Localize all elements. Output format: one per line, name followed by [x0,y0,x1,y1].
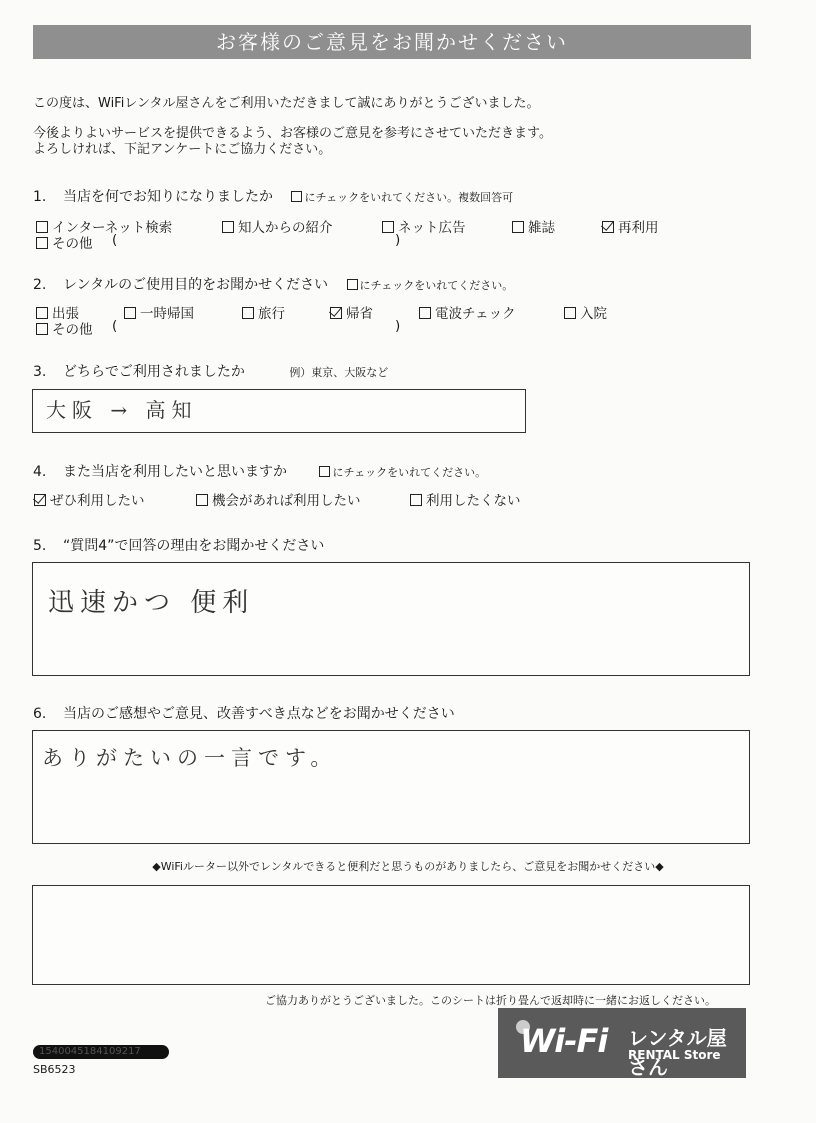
intro-line-2: 今後よりよいサービスを提供できるよう、お客様のご意見を参考にさせていただきます。 [33,126,552,141]
q2-option-temporary-return[interactable] [124,302,194,322]
option-label: 電波チェック [435,306,516,322]
question-4-hint-text: にチェックをいれてください。 [332,466,487,479]
question-4 [33,461,486,481]
q2-option-homecoming[interactable] [330,302,373,322]
close-paren: ) [395,318,401,334]
question-3-text: どちらでご利用されましたか [63,364,245,380]
checkbox[interactable] [242,307,254,319]
option-label: 帰省 [346,306,373,322]
question-4-hint [319,466,486,479]
form-code: SB6523 [33,1063,76,1076]
checkbox-checked[interactable] [330,307,342,319]
q4-option-no[interactable] [410,489,521,509]
checkbox[interactable] [419,307,431,319]
option-label: 利用したくない [426,493,521,509]
question-4-text: また当店を利用したいと思いますか [63,464,287,480]
q2-option-hospital[interactable] [564,302,607,322]
q4-option-if-chance[interactable] [196,489,361,509]
question-4-number: 4. [33,464,47,480]
question-1-hint [291,191,513,204]
q4-option-definitely[interactable] [34,489,145,509]
option-label: 旅行 [258,306,285,322]
footer-note: ご協力ありがとうございました。このシートは折り畳んで返却時に一緒にお返しください。 [265,994,716,1007]
checkbox[interactable] [382,221,394,233]
question-6 [33,703,455,723]
checkbox[interactable] [564,307,576,319]
checkbox-icon [291,191,302,202]
q2-option-travel[interactable] [242,302,285,322]
q5-answer-field[interactable] [32,562,750,676]
q6-handwritten-answer: ありがたいの一言です。 [42,746,338,770]
option-label: ネット広告 [398,220,466,236]
option-label: 雑誌 [528,220,555,236]
form-title: お客様のご意見をお聞かせください [33,25,751,59]
q2-option-other[interactable] [36,318,93,338]
checkbox[interactable] [222,221,234,233]
checkbox[interactable] [512,221,524,233]
question-6-number: 6. [33,706,47,722]
question-3-number: 3. [33,364,47,380]
option-label: 再利用 [618,220,659,236]
checkbox-icon [347,279,358,290]
option-label: 一時帰国 [140,306,194,322]
logo-jp-text: レンタル屋さん [628,1026,727,1079]
option-label: 出張 [52,306,79,322]
checkbox-checked[interactable] [34,494,46,506]
question-5-text: “質問4”で回答の理由をお聞かせください [63,538,325,554]
checkbox-checked[interactable] [602,221,614,233]
intro-line-1: この度は、WiFiレンタル屋さんをご利用いただきまして誠にありがとうございました。 [33,96,540,111]
logo-en-text: RENTAL Store [628,1048,721,1062]
question-2-hint-text: にチェックをいれてください。 [359,279,514,292]
option-label: その他 [52,236,93,252]
q1-option-other[interactable] [36,232,93,252]
intro-line-3: よろしければ、下記アンケートにご協力ください。 [33,142,332,157]
option-label: インターネット検索 [52,220,173,236]
option-label: 知人からの紹介 [238,220,333,236]
open-paren: ( [112,232,118,248]
question-1-hint-text: にチェックをいれてください。複数回答可 [304,191,514,204]
extra-request-prompt: ◆WiFiルーター以外でレンタルできると便利だと思うものがありましたら、ご意見をお聞かせください◆ [152,860,664,873]
checkbox[interactable] [410,494,422,506]
option-label: 機会があれば利用したい [212,493,361,509]
question-1-number: 1. [33,189,47,205]
q2-option-signal-check[interactable] [419,302,516,322]
q1-option-reuse[interactable] [602,216,659,236]
question-1-text: 当店を何でお知りになりましたか [63,189,273,205]
checkbox[interactable] [196,494,208,506]
logo-wifi-text: Wi-Fi [520,1022,608,1060]
question-2-number: 2. [33,277,47,293]
question-3 [33,361,388,381]
checkbox-icon [319,466,330,477]
q3-handwritten-answer: 大阪 → 高知 [46,398,198,422]
question-3-hint: 例）東京、大阪など [289,366,389,379]
checkbox[interactable] [124,307,136,319]
extra-request-field[interactable] [32,885,750,985]
checkbox[interactable] [36,237,48,249]
brand-logo [498,1008,746,1078]
question-2-hint [347,279,514,292]
question-5 [33,535,324,555]
question-5-number: 5. [33,538,47,554]
question-2-text: レンタルのご使用目的をお聞かせください [63,277,329,293]
option-label: ぜひ利用したい [50,493,145,509]
q1-option-referral[interactable] [222,216,333,236]
q1-option-magazine[interactable] [512,216,555,236]
q5-handwritten-answer: 迅速かつ 便利 [48,588,255,618]
open-paren: ( [112,318,118,334]
redacted-barcode: 1540045184109217 [33,1045,169,1059]
question-1 [33,186,513,206]
option-label: その他 [52,322,93,338]
question-2 [33,274,513,294]
checkbox[interactable] [36,323,48,335]
option-label: 入院 [580,306,607,322]
close-paren: ) [395,232,401,248]
question-6-text: 当店のご感想やご意見、改善すべき点などをお聞かせください [63,706,455,722]
